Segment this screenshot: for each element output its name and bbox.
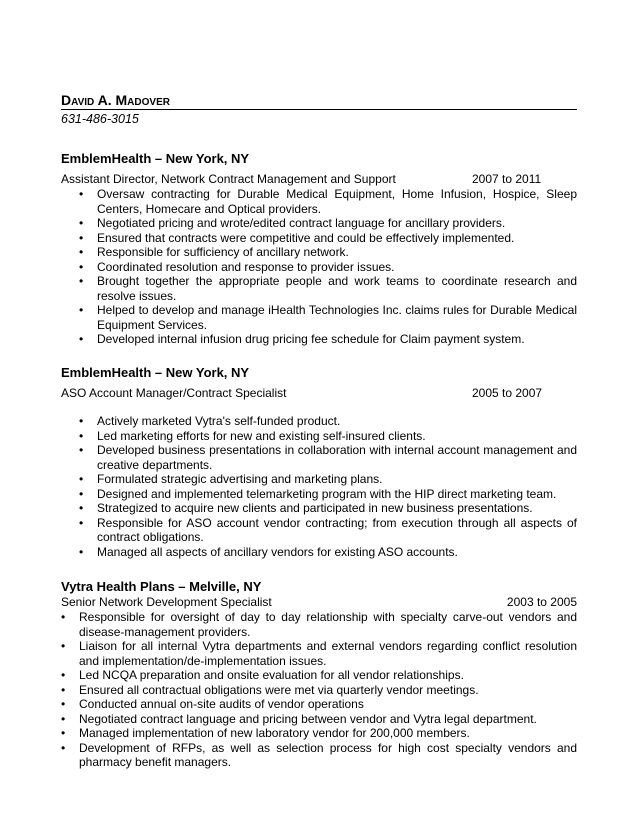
job-title: ASO Account Manager/Contract Specialist (61, 386, 287, 400)
list-item: • Designed and implemented telemarketing program with the HIP direct marketing team. (61, 487, 577, 502)
list-item: • Responsible for oversight of day to day relationship with specialty carve-out vendors and disease-management providers. (61, 610, 577, 639)
responsibilities-list (61, 414, 577, 559)
job-section-3 (61, 579, 577, 770)
list-item: • Development of RFPs, as well as selection process for high cost specialty vendors and pharmacy benefit managers. (61, 741, 577, 770)
employer-heading: Vytra Health Plans – Melville, NY (61, 579, 262, 594)
list-item: • Liaison for all internal Vytra departments and external vendors regarding conflict resolution and implementation/de-implementation issues. (61, 639, 577, 668)
list-item: • Responsible for ASO account vendor contracting; from execution through all aspects of contract obligations. (61, 516, 577, 545)
list-item: • Conducted annual on-site audits of vendor operations (61, 697, 577, 712)
list-item: • Developed internal infusion drug pricing fee schedule for Claim payment system. (61, 332, 577, 347)
responsibilities-list (61, 187, 577, 347)
job-dates: 2007 to 2011 (472, 172, 542, 186)
job-title: Senior Network Development Specialist (61, 595, 272, 609)
list-item: • Ensured all contractual obligations were met via quarterly vendor meetings. (61, 683, 577, 698)
list-item: • Strategized to acquire new clients and participated in new business presentations. (61, 501, 577, 516)
job-dates: 2003 to 2005 (506, 595, 577, 609)
phone-number: 631-486-3015 (61, 112, 139, 126)
employer-heading: EmblemHealth – New York, NY (61, 151, 250, 166)
list-item: • Led marketing efforts for new and existing self-insured clients. (61, 429, 577, 444)
role-row (61, 386, 577, 401)
job-section-1 (61, 151, 577, 347)
list-item: • Responsible for sufficiency of ancillary network. (61, 245, 577, 260)
list-item: • Actively marketed Vytra's self-funded product. (61, 414, 577, 429)
role-row (61, 595, 577, 610)
job-dates: 2005 to 2007 (472, 386, 543, 400)
list-item: • Formulated strategic advertising and marketing plans. (61, 472, 577, 487)
list-item: • Ensured that contracts were competitive and could be effectively implemented. (61, 231, 577, 246)
list-item: • Negotiated pricing and wrote/edited contract language for ancillary providers. (61, 216, 577, 231)
list-item: • Coordinated resolution and response to provider issues. (61, 260, 577, 275)
list-item: • Oversaw contracting for Durable Medical Equipment, Home Infusion, Hospice, Sleep Centers, Homecare and Optical providers. (61, 187, 577, 216)
list-item: • Negotiated contract language and pricing between vendor and Vytra legal department. (61, 712, 577, 727)
resume-header (61, 92, 577, 126)
job-title: Assistant Director, Network Contract Management and Support (61, 172, 396, 186)
list-item: • Helped to develop and manage iHealth Technologies Inc. claims rules for Durable Medical Equipment Services. (61, 303, 577, 332)
role-row (61, 172, 577, 187)
list-item: • Brought together the appropriate people and work teams to coordinate research and resolve issues. (61, 274, 577, 303)
list-item: • Managed all aspects of ancillary vendors for existing ASO accounts. (61, 545, 577, 560)
list-item: • Managed implementation of new laboratory vendor for 200,000 members. (61, 726, 577, 741)
responsibilities-list (61, 610, 577, 770)
list-item: • Developed business presentations in collaboration with internal account management and creative departments. (61, 443, 577, 472)
employer-heading: EmblemHealth – New York, NY (61, 365, 250, 380)
candidate-name: David A. Madover (61, 92, 577, 110)
list-item: • Led NCQA preparation and onsite evaluation for all vendor relationships. (61, 668, 577, 683)
job-section-2 (61, 365, 577, 559)
